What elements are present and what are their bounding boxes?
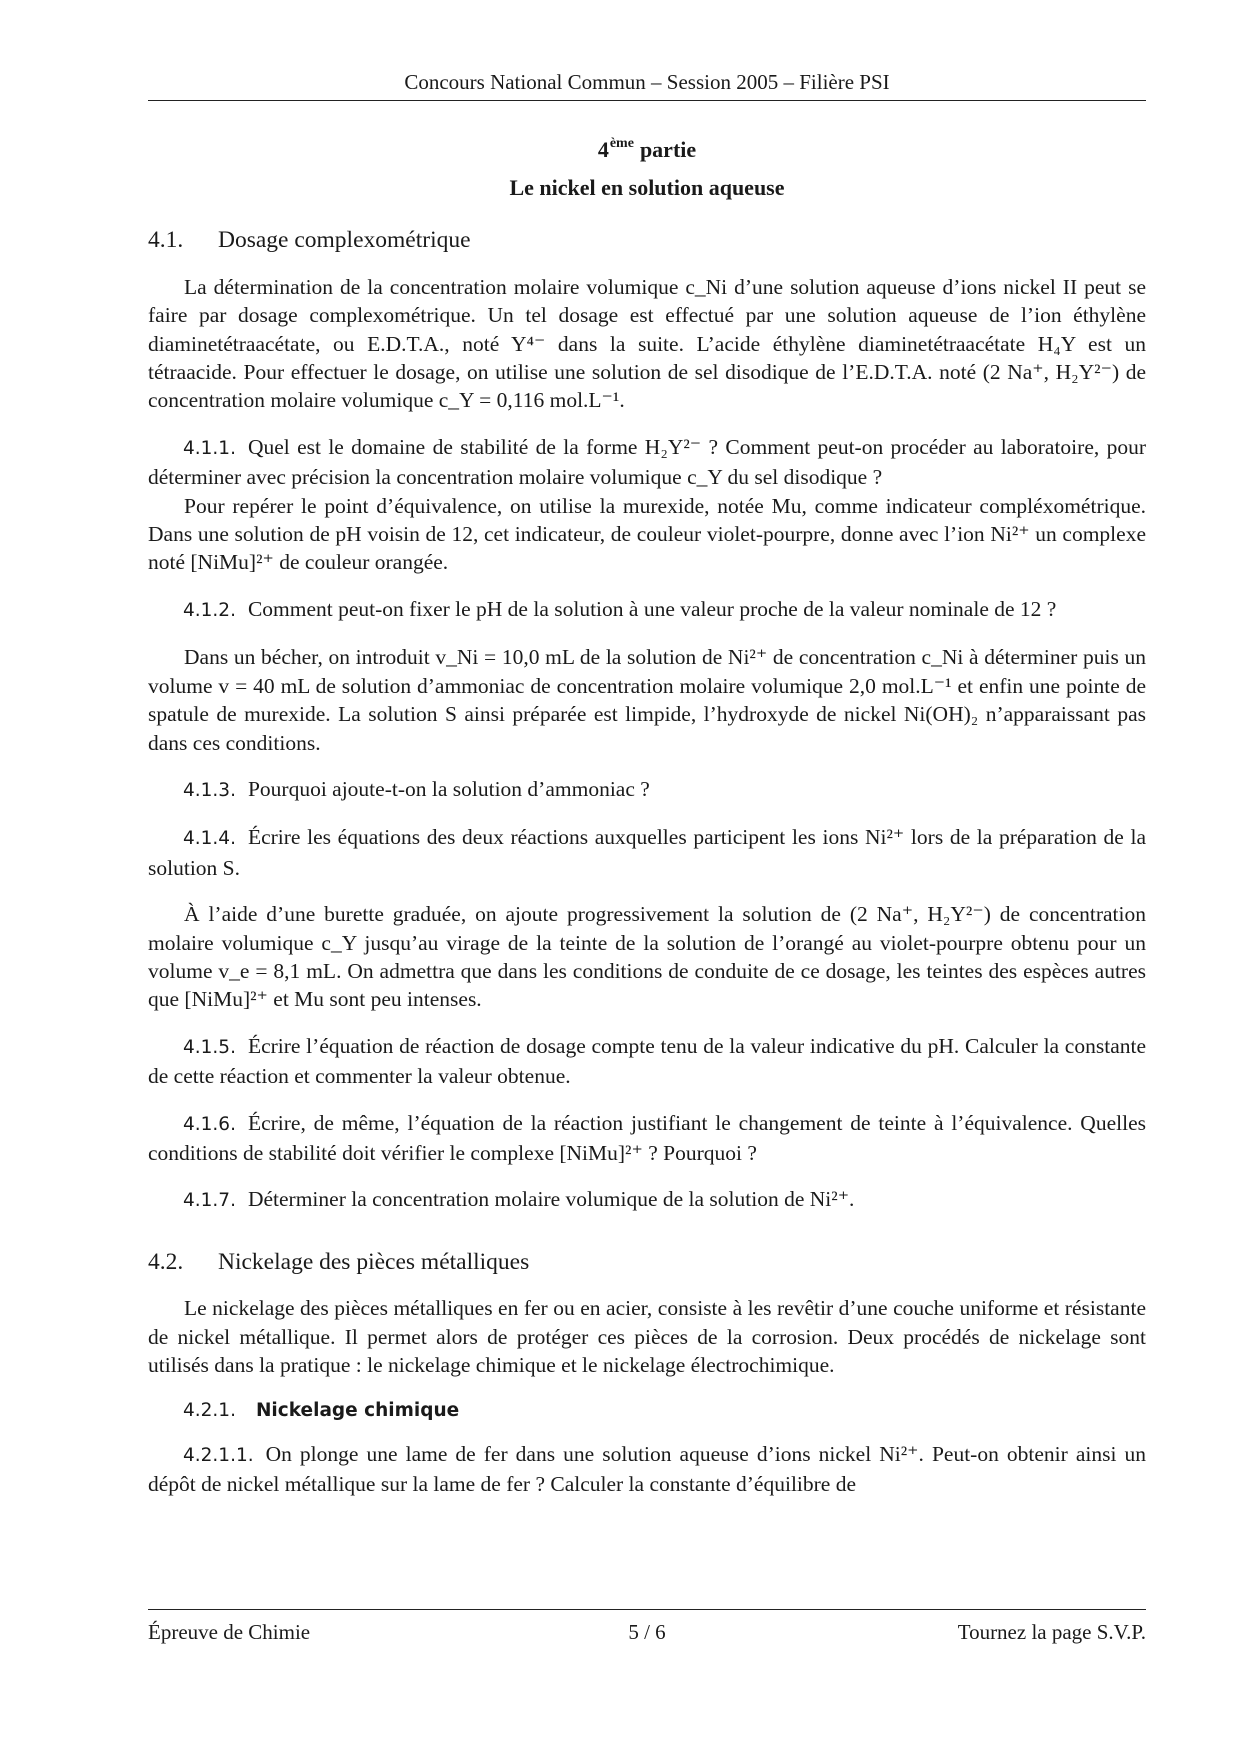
question-4-1-2 [148,595,1146,625]
question-number: 4.1.4. [183,828,236,850]
question-text: Écrire les équations des deux réactions auxquelles participent les ions Ni²⁺ lors de la préparation de la solution S. [148,825,1146,880]
running-header: Concours National Commun – Session 2005 – Filière PSI [404,70,890,94]
question-number: 4.1.3. [183,779,236,801]
section-heading-4-1 [148,226,1146,254]
part-ordinal-suffix: ème [609,136,634,151]
question-4-1-5 [148,1032,1146,1091]
page-body [148,128,1146,1499]
section-title: Nickelage des pièces métalliques [218,1248,530,1275]
question-text: Écrire, de même, l’équation de la réaction justifiant le changement de teinte à l’équivalence. Quelles conditions de stabilité doit vérifier le complexe [NiMu]²⁺ ? Pourquoi ? [148,1110,1146,1165]
question-text: Pourquoi ajoute-t-on la solution d’ammoniac ? [247,776,650,801]
paragraph-intro: La détermination de la concentration molaire volumique c_Ni d’une solution aqueuse d’ions nickel II peut se faire par dosage complexométrique. Un tel dosage est effectué par une solution aqueuse de l’ion éthylène diaminetétraacétate, ou E.D.T.A., noté Y⁴⁻ dans la suite. L’acide éthylène diaminetétraacétate H₄Y est un tétraacide. Pour effectuer le dosage, on utilise une solution de sel disodique de l’E.D.T.A. noté (2 Na⁺, H₂Y²⁻) de concentration molaire volumique c_Y = 0,116 mol.L⁻¹. [148,274,1146,413]
question-4-1-6 [148,1109,1146,1168]
footer-rule [148,1609,1146,1610]
question-number: 4.1.1. [183,437,236,459]
question-number: 4.1.5. [183,1036,236,1058]
subsection-number: 4.2.1. [183,1400,236,1422]
question-4-1-3 [148,775,1146,805]
part-word: partie [639,137,697,162]
section-number: 4.2. [148,1248,184,1275]
question-text: Déterminer la concentration molaire volumique de la solution de Ni²⁺. [247,1187,855,1212]
question-text: Comment peut-on fixer le pH de la solution à une valeur proche de la valeur nominale de 12 ? [247,596,1057,621]
section-number: 4.1. [148,227,184,254]
footer-right: Tournez la page S.V.P. [957,1620,1146,1644]
question-4-2-1-1 [148,1440,1146,1499]
subsection-title: Nickelage chimique [255,1400,460,1422]
part-subtitle: Le nickel en solution aqueuse [509,175,785,200]
question-number: 4.2.1.1. [183,1444,254,1466]
question-number: 4.1.2. [183,599,236,621]
question-text: Quel est le domaine de stabilité de la forme H₂Y²⁻ ? Comment peut-on procéder au laboratoire, pour déterminer avec précision la concentration molaire volumique c_Y du sel disodique ? [148,434,1146,490]
question-number: 4.1.6. [183,1113,236,1135]
part-number: 4 [597,137,609,162]
question-4-1-7 [148,1185,1146,1215]
paragraph-becher: Dans un bécher, on introduit v_Ni = 10,0 mL de la solution de Ni²⁺ de concentration c_Ni à déterminer puis un volume v = 40 mL de solution d’ammoniac de concentration molaire volumique 2,0 mol.L⁻¹ et enfin une pointe de spatule de murexide. La solution S ainsi préparée est limpide, l’hydroxyde de nickel Ni(OH)₂ n’apparaissant pas dans ces conditions. [148,645,1146,755]
section-title: Dosage complexométrique [218,227,471,254]
paragraph-nickelage-intro: Le nickelage des pièces métalliques en fer ou en acier, consiste à les revêtir d’une couche uniforme et résistante de nickel métallique. Il permet alors de protéger ces pièces de la corrosion. Deux procédés de nickelage sont utilisés dans la pratique : le nickelage chimique et le nickelage électrochimique. [148,1296,1146,1377]
paragraph-burette: À l’aide d’une burette graduée, on ajoute progressivement la solution de (2 Na⁺, H₂Y²⁻) de concentration molaire volumique c_Y jusqu’au virage de la teinte de la solution de l’orangé au violet-pourpre obtenu pour un volume v_e = 8,1 mL. On admettra que dans les conditions de conduite de ce dosage, les teintes des espèces autres que [NiMu]²⁺ et Mu sont peu intenses. [148,902,1146,1012]
header-rule [148,100,1146,101]
question-text: Écrire l’équation de réaction de dosage compte tenu de la valeur indicative du pH. Calculer la constante de cette réaction et commenter la valeur obtenue. [148,1033,1146,1089]
part-title [148,128,1146,166]
section-heading-4-2 [148,1248,1146,1276]
question-text: On plonge une lame de fer dans une solution aqueuse d’ions nickel Ni²⁺. Peut-on obtenir ainsi un dépôt de nickel métallique sur la lame de fer ? Calculer la constante d’équilibre de [148,1441,1146,1497]
question-4-1-1 [148,433,1146,492]
paragraph-murexide: Pour repérer le point d’équivalence, on utilise la murexide, notée Mu, comme indicateur compléxométrique. Dans une solution de pH voisin de 12, cet indicateur, de couleur violet-pourpre, donne avec l’ion Ni²⁺ un complexe noté [NiMu]²⁺ de couleur orangée. [148,493,1146,575]
subsection-heading-4-2-1 [183,1397,1146,1425]
question-number: 4.1.7. [183,1190,236,1212]
footer-left: Épreuve de Chimie [148,1620,311,1644]
page-number: 5 / 6 [628,1620,666,1644]
question-4-1-4 [148,823,1146,882]
